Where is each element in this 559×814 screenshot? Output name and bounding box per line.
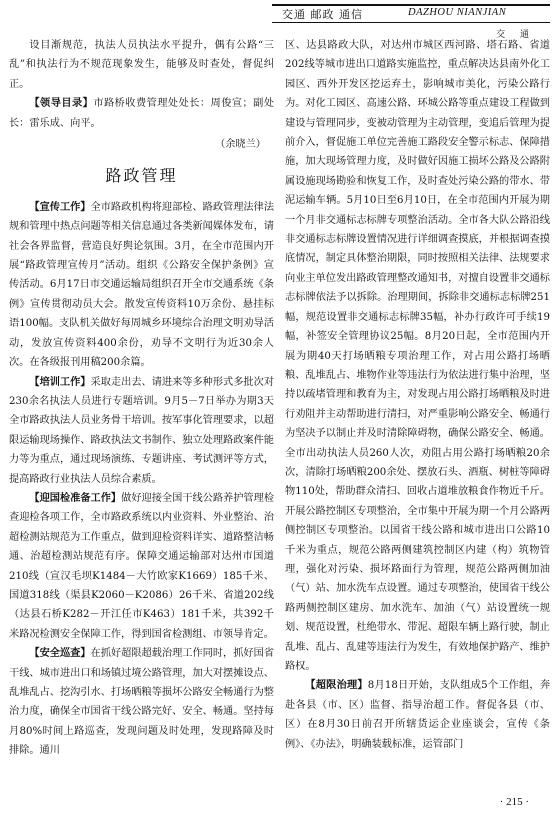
training-text: 采取走出去、请进来等多种形式多批次对230余名执法人员进行专题培训。9月5－7日举办为期3天全市路政执法人员业务骨干培训。按军事化管理要求，以超限运输现场操作、路政执法文书制作、独立处理路政案件能力等为重点，通过现场演练、专题讲座、考试测评等方式，提高路政行业执法人员综合素质。 [9, 376, 275, 485]
page-number: · 215 · [499, 796, 529, 808]
section-heading: 路政管理 [105, 166, 178, 186]
leaders-paragraph [9, 94, 274, 133]
training-tag: 【培训工作】 [29, 376, 91, 388]
intro-paragraph: 设目渐规范，执法人员执法水平提升，偶有公路“三乱”和执法行为不规范现象发生，能够及时查处，督促纠正。 [9, 40, 274, 90]
overload-tag: 【超限治理】 [305, 680, 368, 692]
patrol-continued-paragraph: 区、达县路政大队，对达州市城区西河路、塔石路、省道202线等城市进出口道路实施监控，重点解决达县南外化工园区、西外开发区挖运弃土，影响城市美化，污染公路行为。对化工园区、高速公路、环城公路等重点建设工程做到建设与管理同步，变被动管理为主动管理，变追后管理为提前介入，督促施工单位完善施工路段安全警示标志、保障措施，加大现场管理力度，及时做好因施工损坏公路及公路附属设施现场勘验和恢复工作，及时查处污染公路的带水、带泥运输车辆。5月10日至6月10日，在全市范围内开展为期一个月非交通标志标牌专项整治活动。全市各大队公路沿线非交通标志标牌设置情况进行详细调查摸底，并根据调查摸底情况，制定具体整治期限，同时按照相关法律、法规要求向业主单位发出路政管理整改通知书，对擅自设置非交通标志标牌依法予以拆除。治理期间，拆除非交通标志标牌251幅，规范设置非交通标志标牌35幅，补办行政许可手续19幅，补签安全管理协议25幅。8月20日起，全市范围内开展为期40天打场晒粮专项治理工作，对占用公路打场晒粮、乱堆乱占、堆物作业等违法行为依法进行集中治理，坚持以疏堵管理和教育为主，对发现占用公路打场晒粮及时进行劝阻并主动帮助进行清扫，对严重影响公路安全、畅通行为坚决予以制止并及时清除障碍物，确保公路安全、畅通。全市出动执法人员260人次，劝阻占用公路打场晒粮20余次，清除打场晒粮200余处、摆放石头、酒瓶、树桩等障碍物110处，帮助群众清扫、回收占道堆放粮食作物近千斤。开展公路控制区专项整治，全市集中开展为期一个月公路两侧控制区专项整治。以国省干线公路和城市进出口公路10千米为重点，规范公路两侧建筑控制区内建（构）筑物管理，强化对污染、损坏路面行为管理，规范公路两侧加油（气）站、加水洗车点设置。通过专项整治，使国省干线公路两侧控制区建房、加水洗车、加油（气）站设置统一规划、规范设置，杜绝带水、带泥、超限车辆上路行驶，制止乱堆、乱占、乱建等违法行为发生，有效地保护路产、维护路权。 [285, 40, 550, 672]
publicity-tag: 【宣传工作】 [29, 201, 91, 213]
header-section-title: 交通 邮政 通信 [282, 8, 363, 21]
left-column [9, 36, 274, 761]
right-column [285, 36, 550, 754]
safety-patrol-text: 在抓好超限超载治理工作同时，抓好国省干线、城市进出口和场镇过境公路管理，加大对摆摊设点、乱堆乱占、挖沟引水、打场晒粮等损坏公路安全畅通行为整治力度，确保全市国省干线公路完好、安全、畅通。坚持每月80%时间上路巡查，发现问题及时处理，发现路障及时排除。通川 [9, 648, 275, 757]
leaders-text: 市路桥收费管理处处长：周俊宣；副处长：雷乐成、向平。 [9, 98, 275, 129]
publicity-text: 全市路政机构将迎部检、路政管理法律法规和管理中热点问题等相关信息通过各类新闻媒体发布，请社会各界监督，营造良好舆论氛围。3月，在全市范围内开展“路政管理宣传月”活动。组织《公路安全保护条例》宣传活动。6月17日市交通运输局组织召开全市交通系统《条例》宣传贯彻动员大会。散发宣传资料10万余份、悬挂标语100幅。支队机关做好每周城乡环境综合治理文明劝导活动，发放宣传资料400余份，劝导不文明行为近30余人次。在各级报刊用稿200余篇。 [9, 201, 275, 369]
header-subsection: 交 通 [496, 30, 535, 40]
overload-paragraph [285, 676, 550, 754]
inspection-prep-text: 做好迎接全国干线公路养护管理检查迎检各项工作，全市路政系统以内业资料、外业整治、治超检测站规范为工作重点，做到迎检资料详实、道路整洁畅通、治超检测站规范有序。保障交通运输部对达州市国道210线（宣汉毛坝K1484－大竹欧家K1669）185千米、国道318线（渠县K2060－K2086）26千米、省道202线（达县石桥K282－开江任市K463）181千米，共392千米路况检测安全保障工作，得到国省检测组、市领导肯定。 [9, 492, 275, 640]
inspection-prep-paragraph [9, 489, 274, 644]
inspection-prep-tag: 【迎国检准备工作】 [29, 492, 122, 504]
training-paragraph [9, 373, 274, 489]
overload-text: 8月18日开始，支队组成5个工作组，奔赴各县（市、区）监督、指导治超工作。督促各县（市、区）在8月30日前召开所辖货运企业座谈会，宣传《条例》、《办法》，明确装载标准，运管部门 [285, 680, 551, 750]
safety-patrol-paragraph [9, 644, 274, 760]
author-credit: （余晓兰） [215, 139, 266, 151]
safety-patrol-tag: 【安全巡查】 [29, 648, 91, 660]
publicity-paragraph [9, 198, 274, 373]
header-yearbook-title: DAZHOU NIANJIAN [408, 7, 507, 18]
header-left-blank [22, 6, 270, 24]
leaders-tag: 【领导目录】 [29, 98, 94, 110]
